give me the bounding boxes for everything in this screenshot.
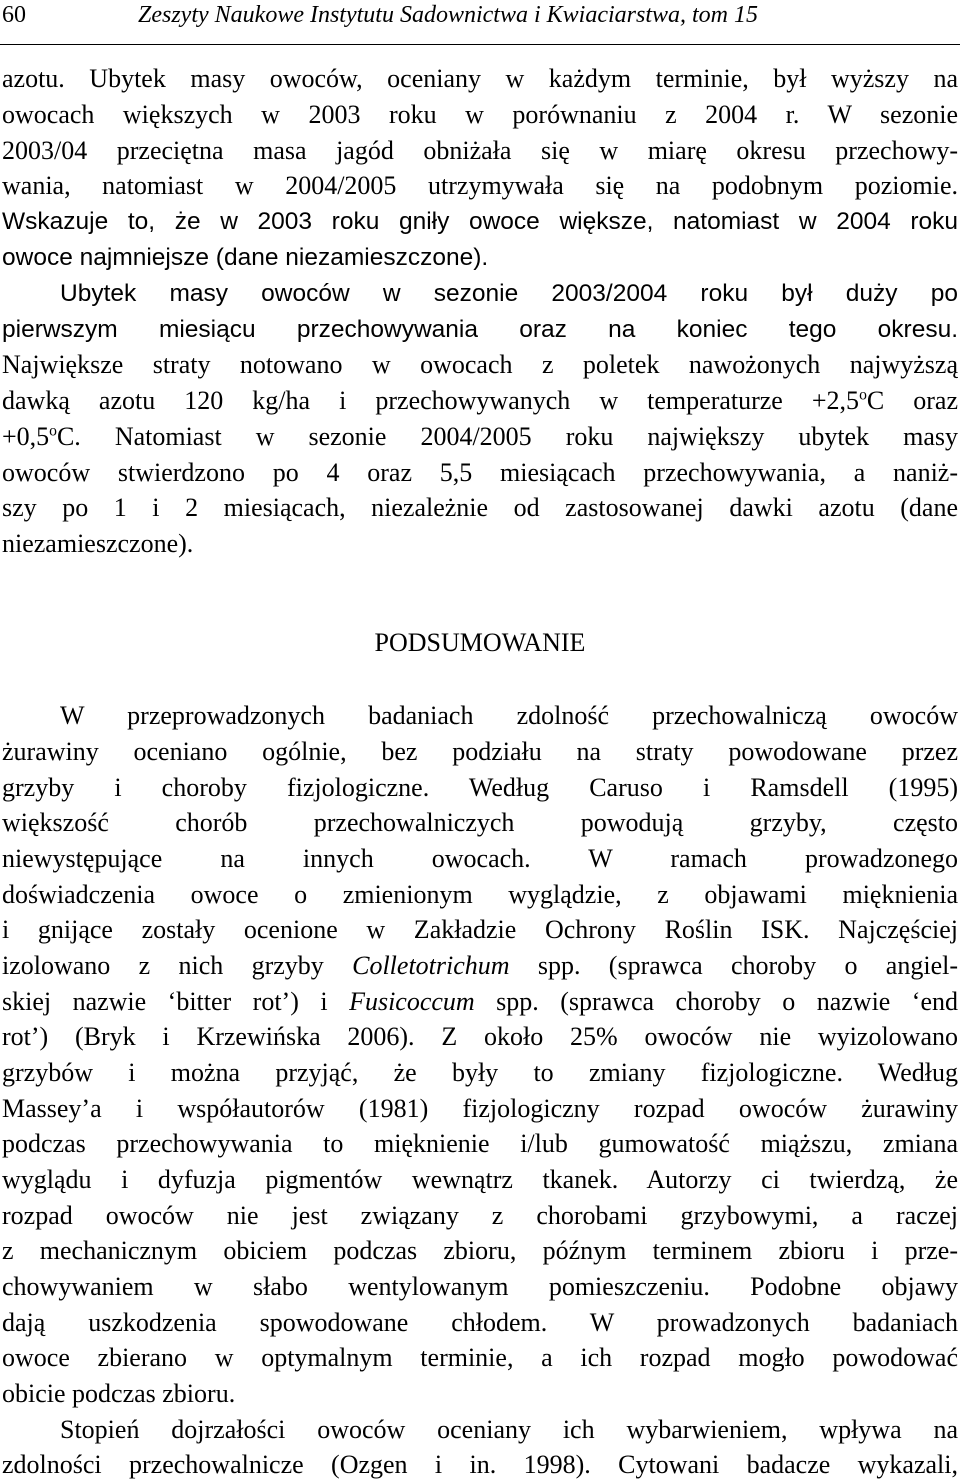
text-line: [2, 984, 958, 1020]
text-line: zdolności przechowalnicze (Ozgen i in. 1998). Cytowani badacze wykazali,: [2, 1450, 958, 1479]
text-line: chowywaniem w słabo wentylowanym pomieszczeniu. Podobne objawy: [2, 1272, 958, 1301]
text-line: dają uszkodzenia spowodowane chłodem. W prowadzonych badaniach: [2, 1308, 958, 1337]
text-line: owocach większych w 2003 roku w porównaniu z 2004 r. W sezonie: [2, 100, 958, 129]
text-line: grzybów i można przyjąć, że były to zmiany fizjologiczne. Według: [2, 1058, 958, 1087]
text-line: szy po 1 i 2 miesiącach, niezależnie od zastosowanej dawki azotu (dane: [2, 493, 958, 522]
genus-name: Colletotrichum: [352, 951, 510, 980]
section-heading: PODSUMOWANIE: [374, 628, 586, 657]
genus-name: Fusicoccum: [349, 987, 475, 1016]
journal-title: Zeszyty Naukowe Instytutu Sadownictwa i Kwiaciarstwa, tom 15: [138, 2, 758, 28]
line-part: C. Natomiast w sezonie 2004/2005 roku największy ubytek masy: [56, 422, 958, 451]
text-line: obicie podczas zbioru.: [2, 1379, 236, 1408]
text-line: W przeprowadzonych badaniach zdolność przechowalniczą owoców: [60, 701, 958, 730]
text-line: wyglądu i dyfuzja pigmentów wewnątrz tkanek. Autorzy ci twierdzą, że: [2, 1165, 958, 1194]
text-line: wania, natomiast w 2004/2005 utrzymywała się na podobnym poziomie.: [2, 171, 958, 200]
line-part: +0,5: [2, 422, 50, 451]
text-line: niewystępujące na innych owocach. W ramach prowadzonego: [2, 844, 958, 873]
degree-superscript: o: [49, 422, 57, 440]
text-line: rot’) (Bryk i Krzewińska 2006). Z około 25% owoców nie wyizolowano: [2, 1022, 958, 1051]
text-line: Massey’a i współautorów (1981) fizjologiczny rozpad owoców żurawiny: [2, 1094, 958, 1123]
text-line: Stopień dojrzałości owoców oceniany ich wybarwieniem, wpływa na: [60, 1415, 958, 1444]
text-line: z mechanicznym obiciem podczas zbioru, późnym terminem zbioru i prze-: [2, 1236, 958, 1265]
line-part: spp. (sprawca choroby o angiel-: [509, 951, 958, 980]
text-line: i gnijące zostały ocenione w Zakładzie Ochrony Roślin ISK. Najczęściej: [2, 915, 958, 944]
page-header: [0, 0, 960, 45]
text-line: większość chorób przechowalniczych powodują grzyby, często: [2, 808, 958, 837]
degree-superscript: o: [859, 386, 867, 404]
line-part: C oraz: [866, 386, 958, 415]
text-line: [2, 948, 958, 984]
line-part: dawką azotu 120 kg/ha i przechowywanych w temperaturze +2,5: [2, 386, 860, 415]
text-line: żurawiny oceniano ogólnie, bez podziału na straty powodowane przez: [2, 737, 958, 766]
line-part: spp. (sprawca choroby o nazwie ‘end: [474, 987, 958, 1016]
page-number: 60: [2, 2, 26, 28]
text-line: pierwszym miesiącu przechowywania oraz na koniec tego okresu.: [2, 316, 958, 343]
line-part: skiej nazwie ‘bitter rot’) i: [2, 987, 350, 1016]
text-line: owoców stwierdzono po 4 oraz 5,5 miesiącach przechowywania, a naniż-: [2, 458, 958, 487]
text-line: owoce najmniejsze (dane niezamieszczone).: [2, 244, 489, 271]
text-line: [2, 383, 958, 419]
text-line: Ubytek masy owoców w sezonie 2003/2004 roku był duży po: [60, 280, 958, 307]
text-line: rozpad owoców nie jest związany z chorobami grzybowymi, a raczej: [2, 1201, 958, 1230]
text-line: doświadczenia owoce o zmienionym wyglądzie, z objawami mięknienia: [2, 880, 958, 909]
text-line: Największe straty notowano w owocach z poletek nawożonych najwyższą: [2, 350, 958, 379]
line-part: izolowano z nich grzyby: [2, 951, 353, 980]
text-line: podczas przechowywania to mięknienie i/lub gumowatość miąższu, zmiana: [2, 1129, 958, 1158]
text-line: 2003/04 przeciętna masa jagód obniżała się w miarę okresu przechowy-: [2, 136, 958, 165]
text-line: azotu. Ubytek masy owoców, oceniany w każdym terminie, był wyższy na: [2, 64, 958, 93]
text-line: niezamieszczone).: [2, 529, 194, 558]
text-line: [2, 419, 958, 455]
text-line: grzyby i choroby fizjologiczne. Według Caruso i Ramsdell (1995): [2, 773, 958, 802]
text-line: owoce zbierano w optymalnym terminie, a ich rozpad mogło powodować: [2, 1343, 958, 1372]
text-line: Wskazuje to, że w 2003 roku gniły owoce większe, natomiast w 2004 roku: [2, 208, 958, 235]
